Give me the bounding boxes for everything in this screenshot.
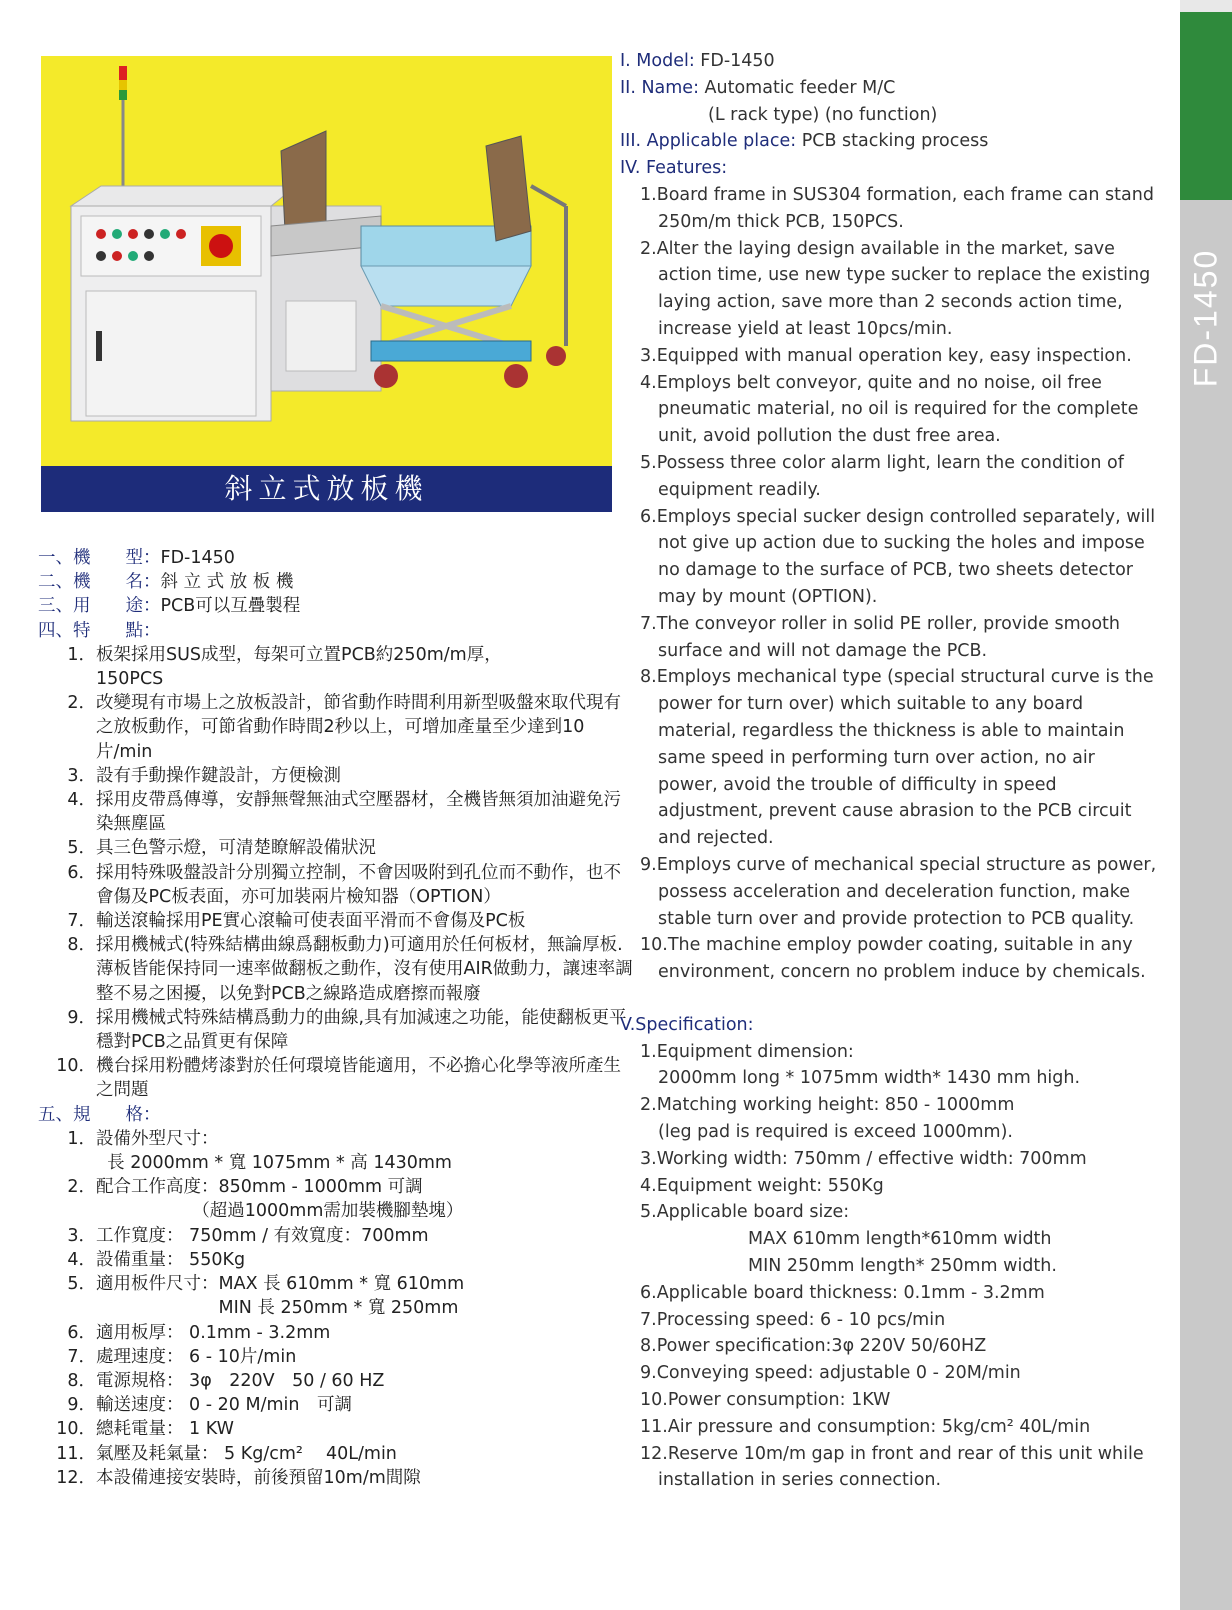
chinese-spec-section bbox=[38, 546, 638, 1490]
en-spec-item: 7.Processing speed: 6 - 10 pcs/min bbox=[640, 1309, 946, 1330]
zh-feature-text: 具三色警示燈，可清楚瞭解設備狀況 bbox=[96, 838, 376, 859]
zh-spec-number: 11． bbox=[56, 1443, 96, 1464]
en-place-value: PCB stacking process bbox=[796, 131, 989, 152]
zh-feature-item bbox=[38, 764, 638, 788]
product-photo bbox=[41, 56, 612, 466]
en-feature-item: 7.The conveyor roller in solid PE roller, provide smooth surface and will not damage the PCB. bbox=[640, 613, 1120, 661]
zh-spec-number: 1． bbox=[67, 1128, 96, 1149]
zh-feature-number: 3． bbox=[67, 765, 96, 786]
zh-spec-line bbox=[38, 1345, 638, 1369]
zh-spec-line bbox=[38, 1127, 638, 1151]
zh-spec-line bbox=[38, 1393, 638, 1417]
zh-spec-text: 總耗電量： 1 KW bbox=[96, 1419, 234, 1440]
en-name bbox=[620, 75, 1160, 102]
zh-spec-line bbox=[38, 1272, 638, 1296]
zh-spec-line bbox=[38, 1224, 638, 1248]
zh-spec-number: 8． bbox=[67, 1370, 96, 1391]
machine-illustration bbox=[41, 56, 612, 466]
en-place-label: III. Applicable place: bbox=[620, 131, 797, 152]
en-spec-item: 8.Power specification:3φ 220V 50/60HZ bbox=[640, 1336, 987, 1357]
en-name-label: II. Name: bbox=[620, 77, 699, 98]
zh-feature-item bbox=[38, 836, 638, 860]
zh-field-label: 一、機 型： bbox=[38, 548, 161, 568]
en-spec-item: 2.Matching working height: 850 - 1000mm bbox=[640, 1095, 1015, 1116]
zh-spec-text: 電源規格： 3φ 220V 50 / 60 HZ bbox=[96, 1370, 385, 1391]
zh-feature-item bbox=[38, 643, 638, 691]
en-feature-item: 8.Employs mechanical type (special structural curve is the power for turn over) which suitable to any board material, regardless the thickness is able to maintain same speed in performing turn over action, no air power, avoid the trouble of difficulty in speed adjustment, prevent cause abrasion to the PCB circuit and rejected. bbox=[640, 667, 1154, 849]
zh-feature-text: 採用機械式特殊結構爲動力的曲線,具有加減速之功能，能使翻板更平穩對PCB之品質更有保障 bbox=[96, 1007, 627, 1053]
en-spec-item: 12.Reserve 10m/m gap in front and rear of this unit while installation in series connection. bbox=[640, 1443, 1144, 1491]
zh-feature-text: 板架採用SUS成型，每架可立置PCB約250m/m厚， 150PCS bbox=[96, 644, 502, 690]
zh-spec-text: 長 2000mm * 寬 1075mm * 高 1430mm bbox=[96, 1153, 452, 1174]
en-feature-item: 3.Equipped with manual operation key, easy inspection. bbox=[640, 345, 1132, 366]
zh-features-label: 四、特 點： bbox=[38, 620, 161, 641]
zh-spec-number: 12． bbox=[56, 1467, 96, 1488]
zh-feature-number: 4． bbox=[67, 790, 96, 811]
en-features bbox=[620, 155, 1160, 182]
zh-spec-number: 5． bbox=[67, 1274, 96, 1295]
zh-feature-number: 9． bbox=[67, 1007, 96, 1028]
en-spec-item: 4.Equipment weight: 550Kg bbox=[640, 1175, 884, 1196]
zh-spec-text: 氣壓及耗氣量： 5 Kg/cm² 40L/min bbox=[96, 1443, 397, 1464]
zh-feature-number: 7． bbox=[67, 911, 96, 932]
en-model bbox=[620, 48, 1160, 75]
zh-feature-text: 採用皮帶爲傳導，安靜無聲無油式空壓器材，全機皆無須加油避免污染無塵區 bbox=[96, 790, 621, 835]
zh-spec-text: 設備重量： 550Kg bbox=[96, 1249, 246, 1270]
zh-spec-text: 適用板件尺寸：MAX 長 610mm * 寬 610mm bbox=[96, 1274, 465, 1295]
zh-field-label: 三、用 途： bbox=[38, 596, 161, 617]
zh-feature-item bbox=[38, 691, 638, 764]
zh-feature-number: 10． bbox=[56, 1056, 96, 1077]
zh-feature-item bbox=[38, 909, 638, 933]
en-name-value: Automatic feeder M/C bbox=[698, 77, 896, 98]
zh-field-value: 斜 立 式 放 板 機 bbox=[160, 572, 294, 593]
zh-spec-text: 工作寬度： 750mm / 有效寬度：700mm bbox=[96, 1225, 429, 1246]
zh-spec-line bbox=[38, 1248, 638, 1272]
en-spec-subline: MAX 610mm length*610mm width bbox=[748, 1229, 1052, 1250]
side-label: FD-1450 bbox=[1187, 248, 1224, 388]
zh-spec-line bbox=[38, 1466, 638, 1490]
en-feature-item: 9.Employs curve of mechanical special structure as power, possess acceleration and deceleration function, make stable turn over and provide protection to PCB quality. bbox=[640, 854, 1157, 929]
en-feature-item: 1.Board frame in SUS304 formation, each frame can stand 250m/m thick PCB, 150PCS. bbox=[640, 184, 1154, 232]
zh-spec-line bbox=[38, 1417, 638, 1441]
side-bar-accent bbox=[1180, 0, 1232, 200]
en-place bbox=[620, 128, 1160, 155]
zh-spec-line bbox=[38, 1151, 638, 1175]
en-name-extra: (L rack type) (no function) bbox=[708, 104, 938, 125]
zh-feature-number: 6． bbox=[67, 862, 96, 883]
zh-spec-text: 本設備連接安裝時，前後預留10m/m間隙 bbox=[96, 1467, 421, 1488]
zh-field-row bbox=[38, 570, 638, 594]
zh-feature-text: 機台採用粉體烤漆對於任何環境皆能適用，不必擔心化學等液所產生之問題 bbox=[96, 1056, 621, 1101]
zh-field-value: FD-1450 bbox=[160, 548, 235, 568]
zh-field-row bbox=[38, 546, 638, 570]
en-spec bbox=[620, 1012, 1160, 1039]
zh-spec-line bbox=[38, 1175, 638, 1199]
zh-feature-text: 輸送滾輪採用PE實心滾輪可使表面平滑而不會傷及PC板 bbox=[96, 911, 526, 932]
zh-feature-text: 採用特殊吸盤設計分別獨立控制，不會因吸附到孔位而不動作，也不會傷及PC板表面，亦可加裝兩片檢知器（OPTION） bbox=[96, 862, 621, 907]
en-feature-item: 2.Alter the laying design available in the market, save action time, use new type sucker to replace the existing laying action, save more than 2 seconds action time, increase yield at least 10pcs/min. bbox=[640, 238, 1151, 339]
zh-field-value: PCB可以互疊製程 bbox=[160, 596, 301, 617]
zh-field-row bbox=[38, 594, 638, 618]
zh-spec-number: 10． bbox=[56, 1419, 96, 1440]
en-feature-item: 4.Employs belt conveyor, quite and no noise, oil free pneumatic material, no oil is required for the complete unit, avoid pollution the dust free area. bbox=[640, 372, 1139, 447]
zh-spec-line bbox=[38, 1321, 638, 1345]
en-model-value: FD-1450 bbox=[694, 51, 775, 71]
en-spec-item: 6.Applicable board thickness: 0.1mm - 3.2mm bbox=[640, 1282, 1045, 1303]
zh-spec-text: 設備外型尺寸： bbox=[96, 1128, 219, 1149]
en-spec-item: 1.Equipment dimension: bbox=[640, 1041, 854, 1062]
en-model-label: I. Model: bbox=[620, 51, 695, 71]
en-feature-item: 10.The machine employ powder coating, suitable in any environment, concern no problem induce by chemicals. bbox=[640, 935, 1146, 983]
en-spec-item: 5.Applicable board size: bbox=[640, 1202, 850, 1223]
en-spec-item: 3.Working width: 750mm / effective width: 700mm bbox=[640, 1148, 1087, 1169]
zh-spec-line bbox=[38, 1369, 638, 1393]
zh-feature-number: 2． bbox=[67, 693, 96, 714]
zh-feature-item bbox=[38, 1054, 638, 1102]
en-spec-item: 11.Air pressure and consumption: 5kg/cm² 40L/min bbox=[640, 1416, 1091, 1437]
zh-feature-item bbox=[38, 933, 638, 1006]
en-feature-item: 5.Possess three color alarm light, learn the condition of equipment readily. bbox=[640, 452, 1124, 500]
photo-caption: 斜立式放板機 bbox=[41, 466, 612, 512]
zh-feature-item bbox=[38, 1006, 638, 1054]
zh-spec-label: 五、規 格： bbox=[38, 1104, 161, 1125]
zh-spec-number: 2． bbox=[67, 1177, 96, 1198]
en-spec-subline: MIN 250mm length* 250mm width. bbox=[748, 1256, 1057, 1277]
zh-spec-text: 輸送速度： 0 - 20 M/min 可調 bbox=[96, 1395, 352, 1416]
zh-spec-number: 9． bbox=[67, 1395, 96, 1416]
zh-spec-number: 7． bbox=[67, 1346, 96, 1367]
zh-spec-number: 3． bbox=[67, 1225, 96, 1246]
zh-feature-number: 8． bbox=[67, 935, 96, 956]
zh-field-label: 二、機 名： bbox=[38, 572, 161, 593]
zh-spec-text: 適用板厚： 0.1mm - 3.2mm bbox=[96, 1322, 331, 1343]
zh-feature-text: 改變現有市場上之放板設計，節省動作時間利用新型吸盤來取代現有之放板動作，可節省動作時間2秒以上，可增加產量至少達到10片/min bbox=[96, 693, 621, 762]
zh-spec-line bbox=[38, 1442, 638, 1466]
zh-spec-text: MIN 長 250mm * 寬 250mm bbox=[96, 1298, 459, 1319]
zh-feature-item bbox=[38, 861, 638, 909]
zh-feature-text: 採用機械式(特殊結構曲線爲翻板動力)可適用於任何板材，無論厚板.薄板皆能保持同一速率做翻板之動作，沒有使用AIR做動力，讓速率調整不易之困擾，以免對PCB之線路造成磨擦而報廢 bbox=[96, 935, 633, 1004]
en-spec-subline: 2000mm long * 1075mm width* 1430 mm high. bbox=[658, 1068, 1081, 1089]
en-spec-item: 10.Power consumption: 1KW bbox=[640, 1390, 891, 1411]
zh-spec-number: 6． bbox=[67, 1322, 96, 1343]
en-feature-item: 6.Employs special sucker design controlled separately, will not give up action due to sucking the holes and impose no damage to the surface of PCB, two sheets detector may by mount (OPTION). bbox=[640, 506, 1156, 607]
zh-spec-text: 處理速度： 6 - 10片/min bbox=[96, 1346, 297, 1367]
en-spec-label: V.Specification: bbox=[620, 1014, 754, 1035]
zh-spec-line bbox=[38, 1199, 638, 1223]
zh-spec-text: 配合工作高度：850mm - 1000mm 可調 bbox=[96, 1177, 423, 1198]
zh-feature-text: 設有手動操作鍵設計，方便檢測 bbox=[96, 765, 341, 786]
zh-spec-text: （超過1000mm需加裝機腳墊塊） bbox=[96, 1201, 464, 1222]
zh-feature-number: 1． bbox=[67, 644, 96, 665]
zh-spec-number: 4． bbox=[67, 1249, 96, 1270]
english-spec-section bbox=[620, 48, 1160, 1494]
side-bar bbox=[1180, 0, 1232, 1610]
zh-feature-number: 5． bbox=[67, 838, 96, 859]
zh-spec-line bbox=[38, 1296, 638, 1320]
en-features-label: IV. Features: bbox=[620, 158, 728, 179]
en-spec-subline: (leg pad is required is exceed 1000mm). bbox=[658, 1122, 1013, 1143]
zh-feature-item bbox=[38, 788, 638, 836]
en-spec-item: 9.Conveying speed: adjustable 0 - 20M/min bbox=[640, 1363, 1021, 1384]
